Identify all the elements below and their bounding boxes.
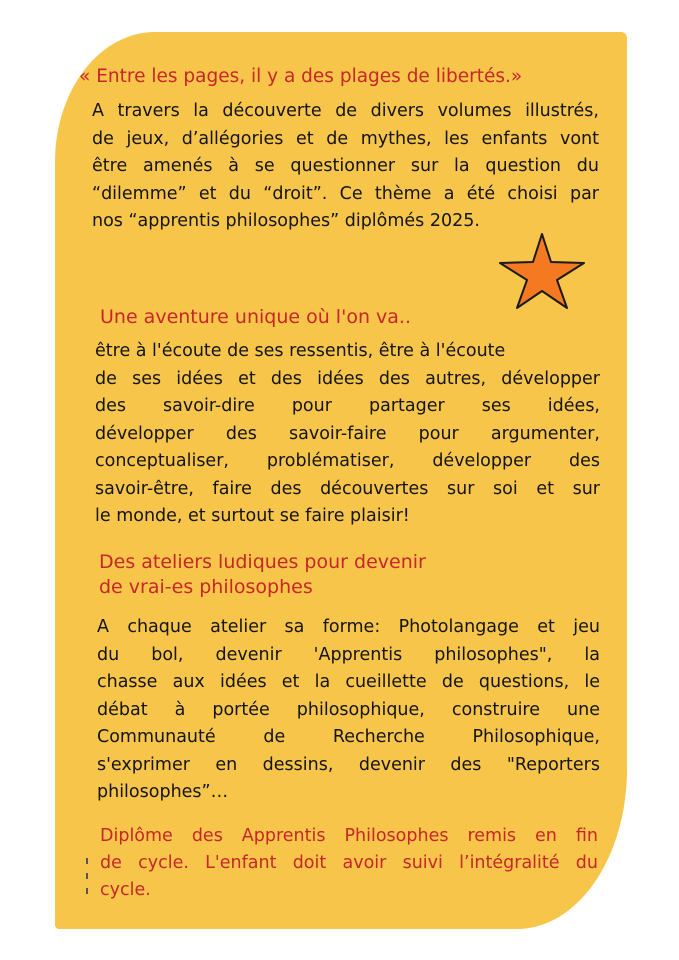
- margin-mark: [86, 858, 88, 864]
- adventure-line: de ses idées et des idées des autres, développer: [95, 368, 600, 389]
- intro-line: être amenés à se questionner sur la question du: [92, 156, 599, 176]
- diploma-note: [100, 823, 598, 904]
- workshops-heading-line: Des ateliers ludiques pour devenir: [99, 551, 426, 573]
- section-heading-workshops: [99, 550, 519, 600]
- workshops-line: Communauté de Recherche Philosophique,: [97, 727, 600, 747]
- diploma-line: Diplôme des Apprentis Philosophes remis en fin: [100, 826, 598, 846]
- margin-mark: [86, 873, 88, 879]
- diploma-line: de cycle. L'enfant doit avoir suivi l’intégralité du: [100, 853, 598, 873]
- intro-line: A travers la découverte de divers volumes illustrés,: [92, 101, 599, 121]
- workshops-line: philosophes”…: [97, 782, 229, 802]
- adventure-line: développer des savoir-faire pour argumenter,: [95, 423, 600, 444]
- workshops-line: du bol, devenir 'Apprentis philosophes", la: [97, 644, 600, 665]
- adventure-line: le monde, et surtout se faire plaisir!: [95, 506, 410, 526]
- star-icon: [498, 232, 586, 310]
- intro-line: de jeux, d’allégories et de mythes, les enfants vont: [92, 128, 599, 149]
- section-heading-adventure: Une aventure unique où l'on va..: [100, 306, 411, 328]
- workshops-line: chasse aux idées et la cueillette de questions, le: [97, 672, 600, 692]
- adventure-line: savoir-être, faire des découvertes sur soi et sur: [95, 478, 600, 499]
- quote-title: « Entre les pages, il y a des plages de libertés.»: [79, 66, 523, 87]
- intro-line: “dilemme” et du “droit”. Ce thème a été choisi par: [92, 183, 599, 204]
- workshops-line: débat à portée philosophique, construire une: [97, 699, 600, 720]
- diploma-line: cycle.: [100, 880, 151, 900]
- workshops-line: s'exprimer en dessins, devenir des "Reporters: [97, 754, 600, 775]
- adventure-line: conceptualiser, problématiser, développer des: [95, 451, 600, 471]
- workshops-heading-line: de vrai-es philosophes: [99, 576, 313, 598]
- adventure-line: être à l'écoute de ses ressentis, être à l'écoute: [95, 341, 506, 361]
- margin-mark: [86, 888, 88, 894]
- adventure-line: des savoir-dire pour partager ses idées,: [95, 396, 600, 416]
- workshops-line: A chaque atelier sa forme: Photolangage et jeu: [97, 617, 600, 637]
- workshops-paragraph: [97, 614, 600, 807]
- intro-paragraph: [92, 98, 599, 236]
- intro-line: nos “apprentis philosophes” diplômés 2025.: [92, 211, 480, 231]
- adventure-paragraph: [95, 338, 600, 531]
